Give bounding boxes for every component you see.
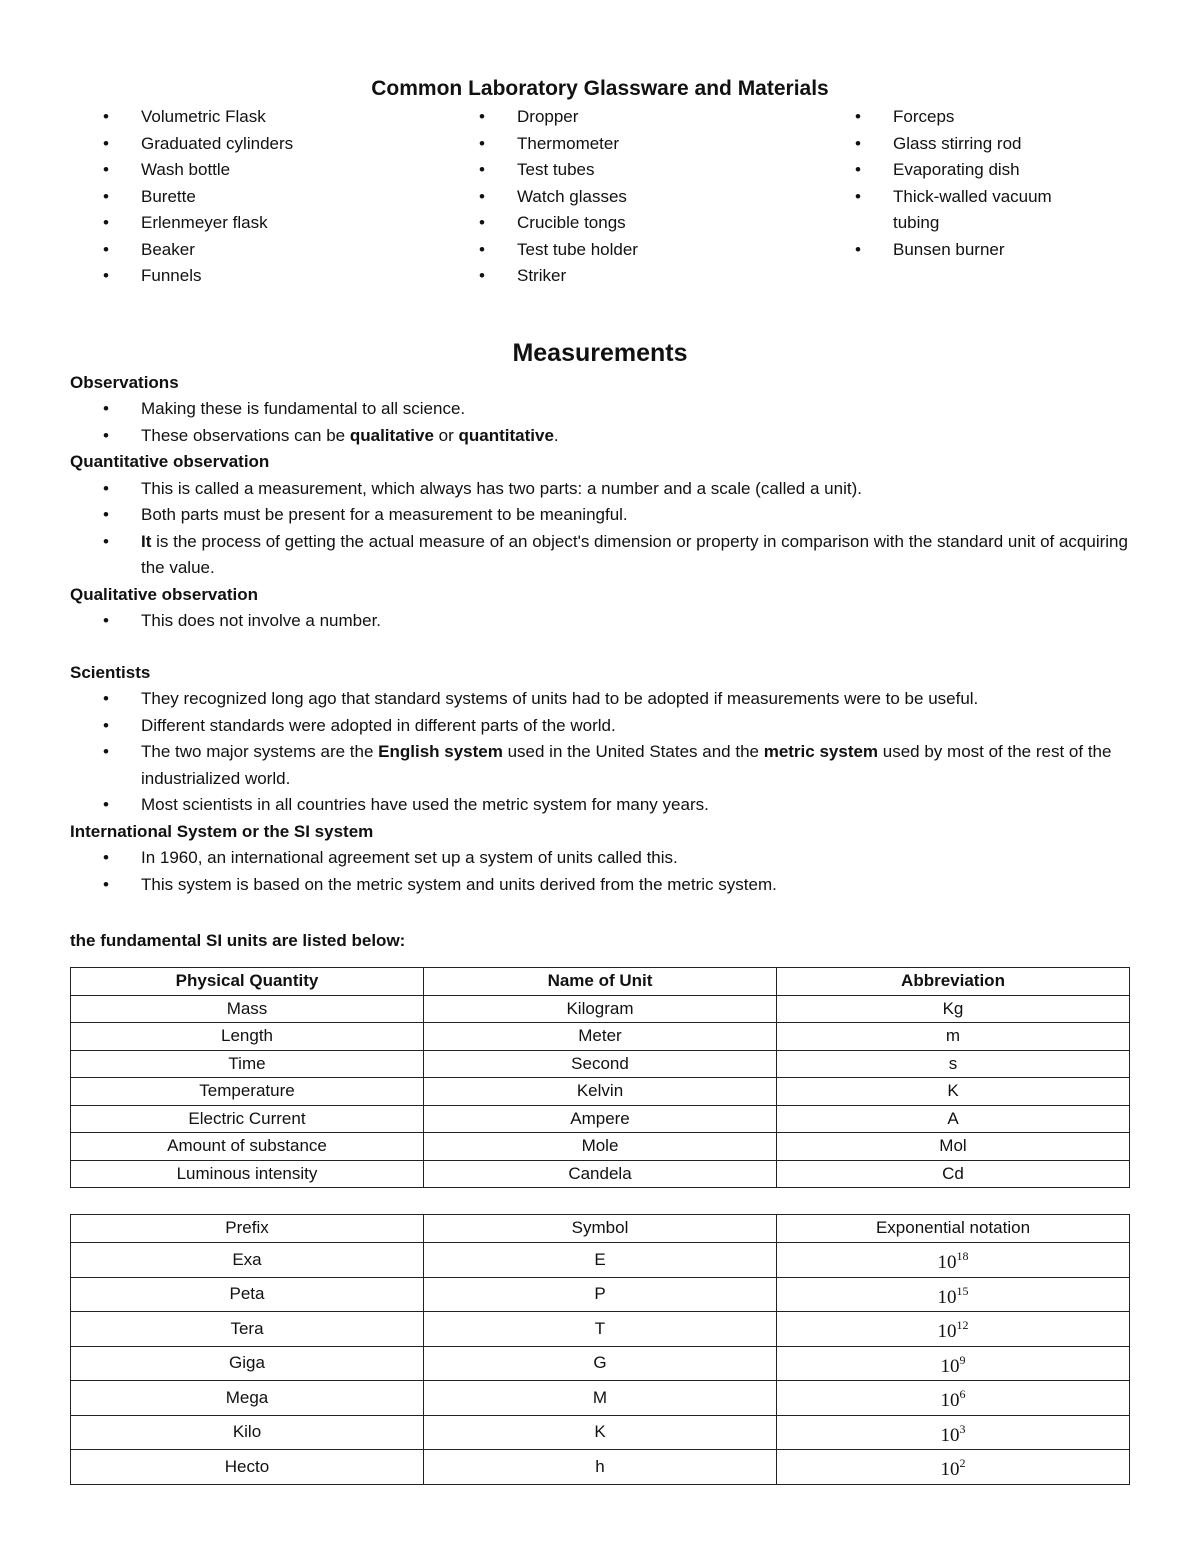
exponent-cell [777, 1381, 1130, 1416]
si-heading: International System or the SI system [70, 821, 374, 841]
exponent-base: 10 [937, 1252, 957, 1273]
table-cell: G [424, 1346, 777, 1381]
table-cell: Mol [777, 1133, 1130, 1161]
table-cell: Kilogram [424, 995, 777, 1023]
table-cell: Ampere [424, 1105, 777, 1133]
table-cell: T [424, 1312, 777, 1347]
table-cell: M [424, 1381, 777, 1416]
list-item: • Evaporating dish [822, 157, 1122, 184]
table-cell: s [777, 1050, 1130, 1078]
exponent-cell [777, 1346, 1130, 1381]
table-cell: Amount of substance [71, 1133, 424, 1161]
glassware-list-1 [70, 104, 446, 290]
text-span: used by most of the rest of the industrialized world. [141, 742, 1112, 788]
exponent-power: 12 [956, 1318, 969, 1332]
table-cell: Luminous intensity [71, 1160, 424, 1188]
table-row [71, 1415, 1130, 1450]
glassware-title: Common Laboratory Glassware and Materials [371, 77, 829, 100]
table-row [71, 995, 1130, 1023]
text-span: or [433, 425, 459, 445]
exponent-power: 15 [956, 1283, 969, 1298]
scientists-list [70, 686, 1130, 819]
list-item: • Thermometer [446, 131, 822, 158]
table-cell: Mega [71, 1381, 424, 1416]
table-cell: A [777, 1105, 1130, 1133]
table-row [71, 1133, 1130, 1161]
text-span: is the process of getting the actual measure of an object's dimension or property in comparison with the standard unit of acquiring the value. [141, 531, 1128, 577]
text-span: . [553, 425, 559, 445]
table-cell: K [424, 1415, 777, 1450]
list-item: • Forceps [822, 104, 1122, 131]
glassware-list-2 [446, 104, 822, 290]
list-item: • Volumetric Flask [70, 104, 446, 131]
exponent-cell [777, 1277, 1130, 1312]
list-item: • Different standards were adopted in different parts of the world. [70, 713, 1130, 740]
column-header: Name of Unit [424, 967, 777, 995]
table-cell: Temperature [71, 1078, 424, 1106]
spacer [70, 635, 1130, 660]
exponent-power: 6 [959, 1387, 966, 1401]
table-cell: Peta [71, 1277, 424, 1312]
list-item: • Erlenmeyer flask [70, 210, 446, 237]
list-item [70, 739, 1130, 792]
column-header: Abbreviation [777, 967, 1130, 995]
list-item: • In 1960, an international agreement set up a system of units called this. [70, 845, 1130, 872]
table-header-row [71, 1215, 1130, 1243]
exponent-cell [777, 1243, 1130, 1278]
table-cell: Mass [71, 995, 424, 1023]
list-item: • This system is based on the metric system and units derived from the metric system. [70, 872, 1130, 899]
si-units-lead: the fundamental SI units are listed below: [70, 931, 406, 950]
column-header: Exponential notation [777, 1215, 1130, 1243]
exponent-cell [777, 1450, 1130, 1485]
list-item [70, 423, 1130, 450]
table-cell: Length [71, 1023, 424, 1051]
exponent-power: 18 [956, 1249, 969, 1263]
measurements-title: Measurements [512, 338, 688, 367]
table-cell: Time [71, 1050, 424, 1078]
table-cell: K [777, 1078, 1130, 1106]
exponent-base: 10 [940, 1355, 960, 1377]
table-cell: Electric Current [71, 1105, 424, 1133]
table-cell: P [424, 1277, 777, 1312]
list-item: • This does not involve a number. [70, 608, 1130, 635]
table-row [71, 1105, 1130, 1133]
table-row [71, 1277, 1130, 1312]
exponent-base: 10 [940, 1459, 960, 1480]
list-item: • They recognized long ago that standard systems of units had to be adopted if measurements were to be useful. [70, 686, 1130, 713]
exponent-cell [777, 1312, 1130, 1347]
table-cell: Kelvin [424, 1078, 777, 1106]
si-list [70, 845, 1130, 898]
qualitative-list [70, 608, 1130, 635]
table-row [71, 1160, 1130, 1188]
list-item: • Watch glasses [446, 184, 822, 211]
list-item [70, 529, 1130, 582]
column-header: Physical Quantity [71, 967, 424, 995]
exponent-cell [777, 1415, 1130, 1450]
table-row [71, 1312, 1130, 1347]
quantitative-heading: Quantitative observation [70, 452, 270, 471]
list-item: • Glass stirring rod [822, 131, 1122, 158]
table-cell: m [777, 1023, 1130, 1051]
exponent-base: 10 [940, 1424, 960, 1446]
list-item: • Crucible tongs [446, 210, 822, 237]
table-row [71, 1346, 1130, 1381]
bold-term: It [141, 531, 152, 551]
table-row [71, 1381, 1130, 1416]
text-span: used in the United States and the [502, 742, 764, 761]
column-header: Symbol [424, 1215, 777, 1243]
exponent-power: 2 [959, 1456, 966, 1470]
table-row [71, 1023, 1130, 1051]
table-row [71, 1243, 1130, 1278]
table-cell: h [424, 1450, 777, 1485]
list-item: • Making these is fundamental to all science. [70, 396, 1130, 423]
quantitative-list [70, 476, 1130, 582]
quantitative-term: quantitative [458, 425, 554, 445]
list-item: • Test tubes [446, 157, 822, 184]
glassware-column-1 [70, 104, 446, 290]
table-cell: Meter [424, 1023, 777, 1051]
si-units-table [70, 967, 1130, 1189]
list-item: • Graduated cylinders [70, 131, 446, 158]
column-header: Prefix [71, 1215, 424, 1243]
table-cell: Tera [71, 1312, 424, 1347]
document-page [70, 74, 1130, 1485]
table-cell: Second [424, 1050, 777, 1078]
list-item: • Burette [70, 184, 446, 211]
table-row [71, 1050, 1130, 1078]
table-cell: Hecto [71, 1450, 424, 1485]
list-item: • Both parts must be present for a measurement to be meaningful. [70, 502, 1130, 529]
observations-list [70, 396, 1130, 449]
english-system-term: English system [378, 742, 503, 761]
list-item: • This is called a measurement, which always has two parts: a number and a scale (called a unit). [70, 476, 1130, 503]
list-item: • Bunsen burner [822, 237, 1122, 264]
metric-system-term: metric system [763, 742, 879, 761]
table-cell: Giga [71, 1346, 424, 1381]
prefix-table [70, 1214, 1130, 1485]
exponent-base: 10 [937, 1321, 957, 1342]
glassware-column-3 [822, 104, 1122, 290]
list-item: • Thick-walled vacuum tubing [822, 184, 1088, 237]
exponent-power: 3 [959, 1421, 966, 1436]
glassware-columns [70, 104, 1130, 290]
table-cell: Mole [424, 1133, 777, 1161]
table-cell: Candela [424, 1160, 777, 1188]
text-span: The two major systems are the [141, 742, 379, 761]
list-item: • Dropper [446, 104, 822, 131]
table-header-row [71, 967, 1130, 995]
scientists-heading: Scientists [70, 662, 151, 682]
table-row [71, 1078, 1130, 1106]
exponent-base: 10 [937, 1286, 957, 1308]
table-cell: Kg [777, 995, 1130, 1023]
list-item: • Most scientists in all countries have used the metric system for many years. [70, 792, 1130, 819]
glassware-column-2 [446, 104, 822, 290]
list-item: • Beaker [70, 237, 446, 264]
list-item: • Test tube holder [446, 237, 822, 264]
table-cell: E [424, 1243, 777, 1278]
glassware-list-3 [822, 104, 1122, 263]
list-item: • Funnels [70, 263, 446, 290]
table-cell: Exa [71, 1243, 424, 1278]
list-item: • Striker [446, 263, 822, 290]
exponent-base: 10 [940, 1390, 960, 1411]
exponent-power: 9 [959, 1352, 966, 1367]
table-row [71, 1450, 1130, 1485]
text-span: These observations can be [141, 425, 350, 445]
table-cell: Kilo [71, 1415, 424, 1450]
list-item: • Wash bottle [70, 157, 446, 184]
observations-heading: Observations [70, 372, 179, 392]
qualitative-heading: Qualitative observation [70, 584, 258, 604]
qualitative-term: qualitative [349, 425, 434, 445]
table-cell: Cd [777, 1160, 1130, 1188]
